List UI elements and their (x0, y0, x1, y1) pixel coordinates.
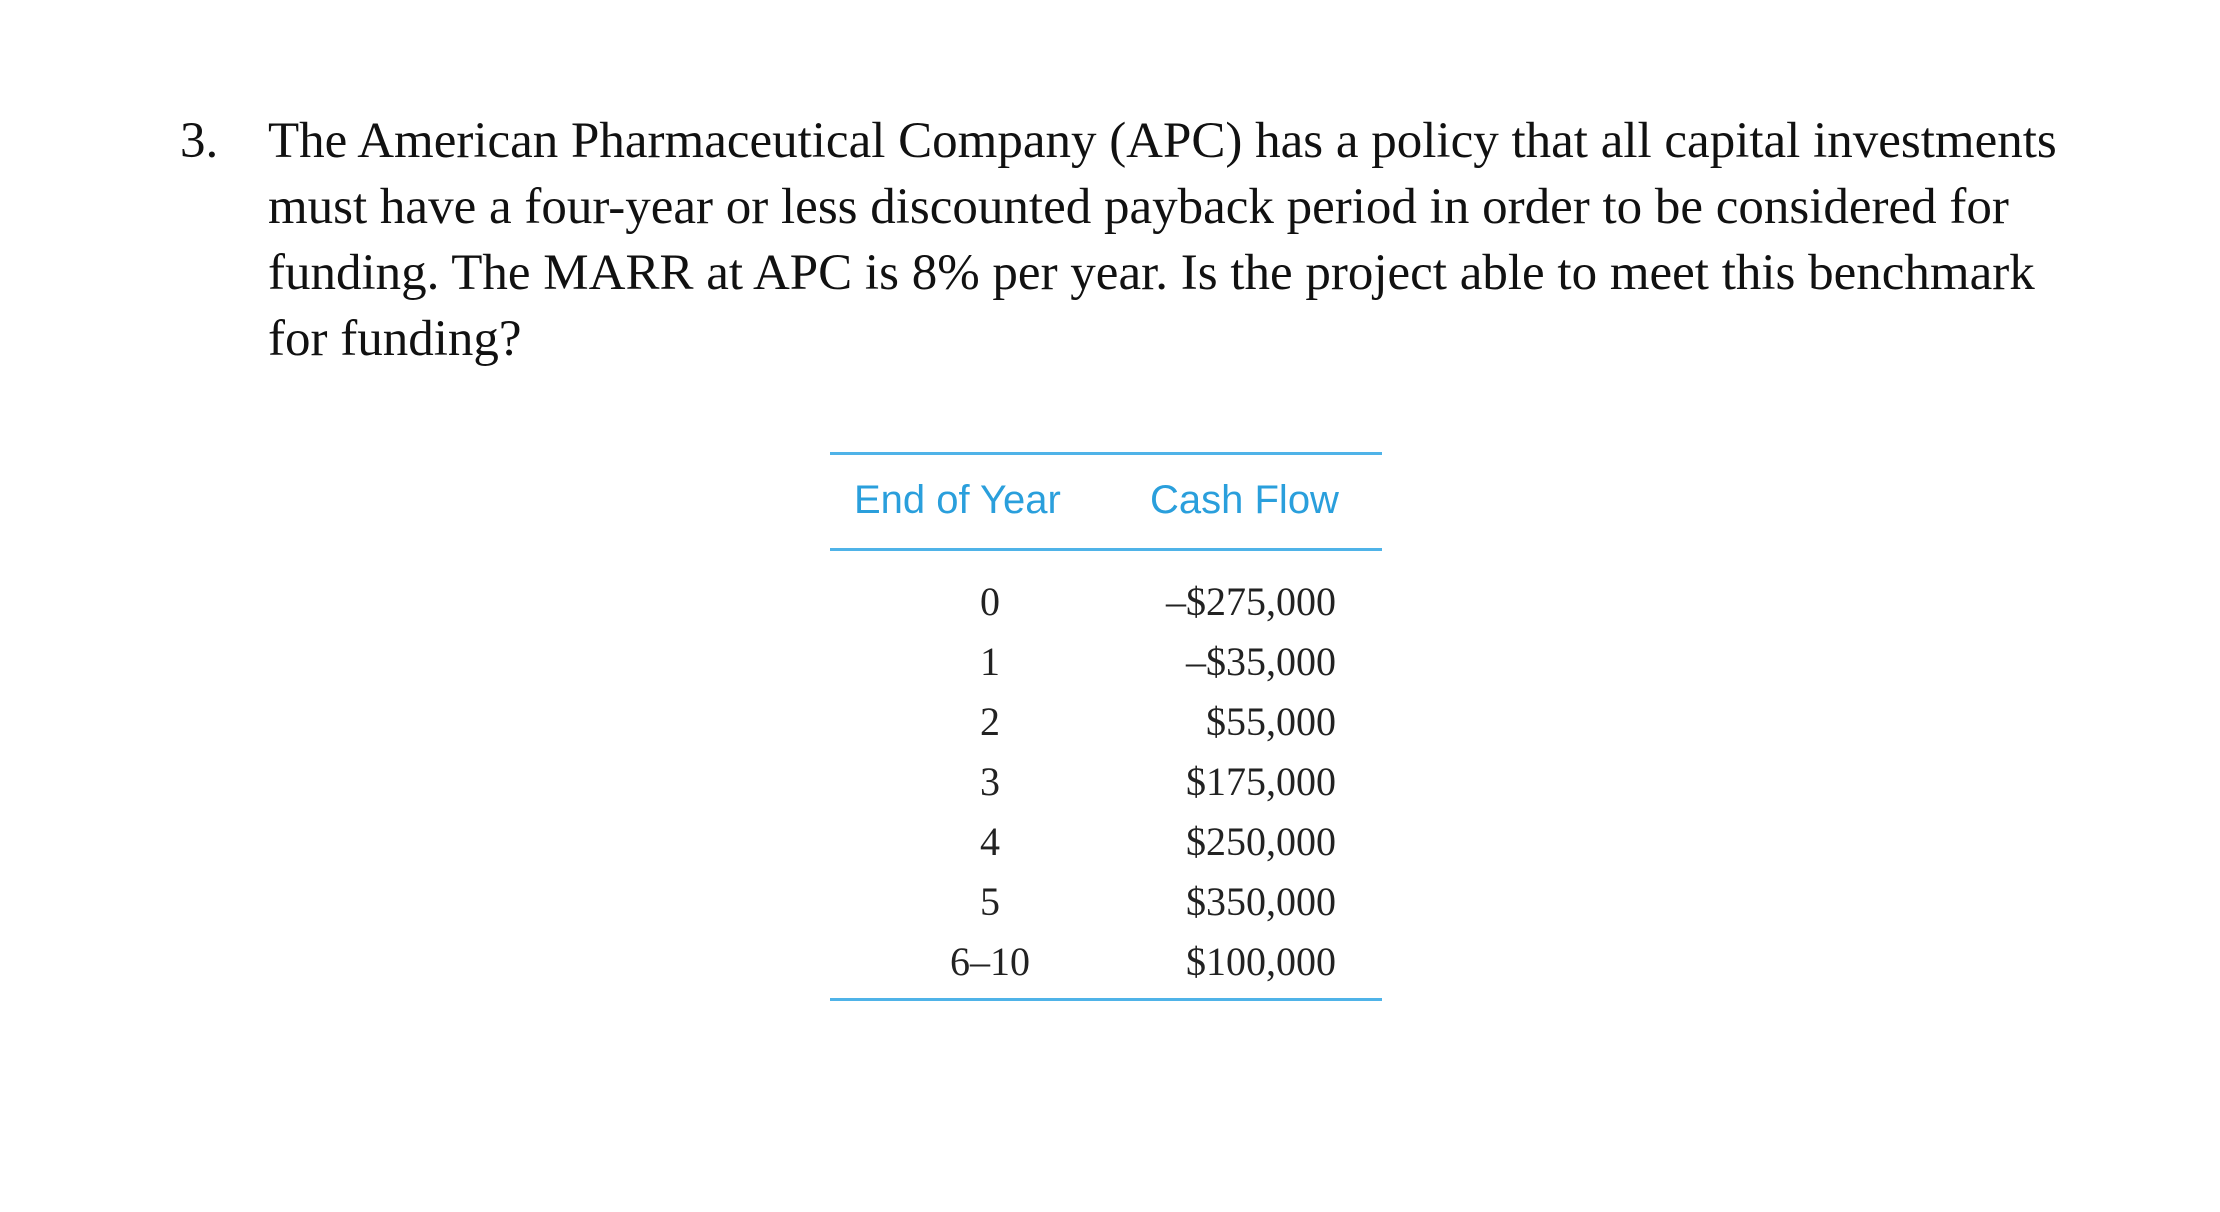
table-row (830, 872, 1382, 932)
cash-flow-cell: $100,000 (1186, 939, 1336, 984)
year-cell: 0 (980, 579, 1000, 624)
table-bottom-rule (830, 998, 1382, 1001)
year-cell: 4 (980, 819, 1000, 864)
year-cell: 6–10 (950, 939, 1030, 984)
problem-text (268, 108, 2168, 372)
table-row (830, 752, 1382, 812)
problem-line: funding. The MARR at APC is 8% per year. Is the project able to meet this benchmark (268, 245, 2035, 301)
column-header-end-of-year: End of Year (854, 478, 1061, 522)
cash-flow-cell: –$35,000 (1186, 639, 1336, 684)
problem-line: The American Pharmaceutical Company (APC) has a policy that all capital investments (268, 113, 2057, 169)
year-cell: 5 (980, 879, 1000, 924)
problem-line: for funding? (268, 311, 522, 367)
cash-flow-cell: $175,000 (1186, 759, 1336, 804)
table-row (830, 632, 1382, 692)
table-row (830, 932, 1382, 992)
cash-flow-cell: $55,000 (1206, 699, 1336, 744)
cash-flow-table (830, 452, 1382, 1002)
cash-flow-cell: –$275,000 (1166, 579, 1336, 624)
year-cell: 2 (980, 699, 1000, 744)
table-top-rule (830, 452, 1382, 455)
year-cell: 1 (980, 639, 1000, 684)
table-row (830, 812, 1382, 872)
table-row (830, 692, 1382, 752)
cash-flow-cell: $250,000 (1186, 819, 1336, 864)
table-header-rule (830, 548, 1382, 551)
problem-number: 3. (180, 113, 219, 169)
table-body (830, 572, 1382, 992)
year-cell: 3 (980, 759, 1000, 804)
cash-flow-cell: $350,000 (1186, 879, 1336, 924)
table-row (830, 572, 1382, 632)
column-header-cash-flow: Cash Flow (1150, 478, 1339, 522)
problem-line: must have a four-year or less discounted payback period in order to be considered for (268, 179, 2009, 235)
